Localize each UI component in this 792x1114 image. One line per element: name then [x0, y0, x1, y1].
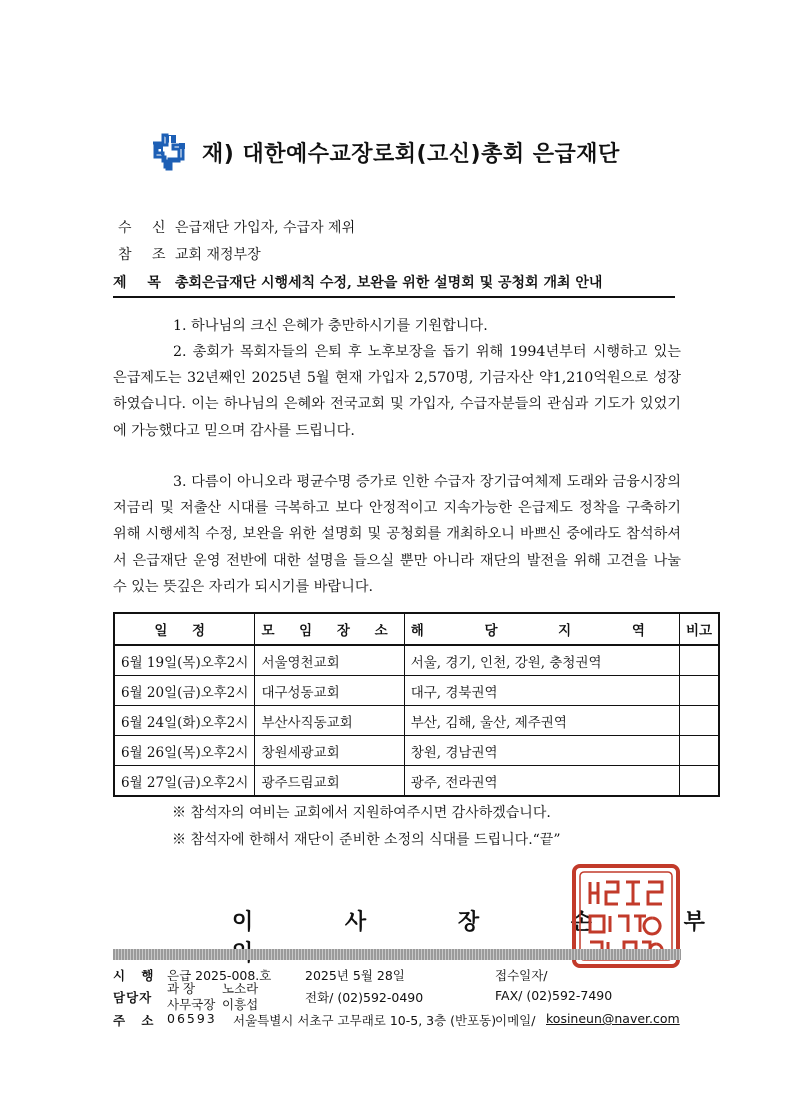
- manager-title-2: 사무국장: [167, 997, 216, 1012]
- row-region: 창원, 경남권역: [404, 736, 679, 766]
- row-note: [679, 766, 719, 797]
- reference-label: 참 조: [118, 247, 174, 263]
- fax: FAX/ (02)592-7490: [495, 988, 613, 1003]
- email-label: 이메일/: [495, 1013, 536, 1028]
- doc-number: 은급 2025-008.호: [167, 968, 272, 983]
- paragraph-2: 2. 총회가 목회자들의 은퇴 후 노후보장을 돕기 위해 1994년부터 시행하고 있는 은급제도는 32년째인 2025년 5월 현재 가입자 2,570명, 기금자산 약1,210억원으로 성장하였습니다. 이는 하나님의 은혜와 전국교회 및 가입자, 수급자분들의 관심과 기도가 있었기에 가능했다고 믿으며 감사를 드립니다.: [113, 344, 681, 439]
- row-region: 부산, 김해, 울산, 제주권역: [404, 706, 679, 736]
- subject-divider: [113, 296, 675, 298]
- row-venue: 광주드림교회: [255, 766, 404, 797]
- manager-label: 담당자: [113, 990, 153, 1005]
- row-venue: 창원세광교회: [255, 736, 404, 766]
- email-link[interactable]: kosineun@naver.com: [546, 1011, 680, 1026]
- org-title: 재) 대한예수교장로회(고신)총회 은급재단: [202, 141, 620, 167]
- row-note: [679, 706, 719, 736]
- recipient-row: [118, 217, 355, 237]
- postal-code: 06593: [167, 1011, 217, 1026]
- header-venue: 모 임 장 소: [255, 613, 404, 645]
- recipient-label: 수 신: [118, 220, 174, 236]
- row-note: [679, 676, 719, 706]
- row-date: 6월 19일(목)오후2시: [114, 645, 255, 676]
- cross-logo-icon: [150, 132, 190, 172]
- table-row: [114, 706, 719, 736]
- header-date: 일 정: [114, 613, 255, 645]
- footer-divider: [113, 949, 681, 960]
- subject-row: [113, 272, 602, 292]
- ceo-signature: 이 사 장 손 부: [232, 910, 747, 935]
- row-date: 6월 20일(금)오후2시: [114, 676, 255, 706]
- table-row: [114, 645, 719, 676]
- recipient-value: 은급재단 가입자, 수급자 제위: [175, 220, 356, 236]
- row-region: 광주, 전라권역: [404, 766, 679, 797]
- paragraph-3: 3. 다름이 아니오라 평균수명 증가로 인한 수급자 장기급여체제 도래와 금융시장의 저금리 및 저출산 시대를 극복하고 보다 안정적이고 지속가능한 은급제도 정착을 구축하기 위해 시행세칙 수정, 보완을 위한 설명회 및 공청회를 개최하오니 바쁘신 중에라도 참석하셔서 은급재단 운영 전반에 대한 설명을 들으실 뿐만 아니라 재단의 발전을 위해 고견을 나눌 수 있는 뜻깊은 자리가 되시기를 바랍니다.: [113, 474, 681, 595]
- table-row: [114, 676, 719, 706]
- received-date: 접수일자/: [495, 968, 548, 983]
- reference-value: 교회 재정부장: [175, 247, 261, 263]
- row-note: [679, 736, 719, 766]
- address-label: 주 소: [113, 1013, 160, 1028]
- manager-title-1: 과 장: [167, 981, 196, 996]
- subject-label: 제 목: [113, 275, 169, 291]
- row-venue: 부산사직동교회: [255, 706, 404, 736]
- schedule-header-row: [114, 613, 719, 645]
- header-note: 비고: [679, 613, 719, 645]
- row-date: 6월 26일(목)오후2시: [114, 736, 255, 766]
- table-row: [114, 766, 719, 797]
- schedule-table: [113, 612, 720, 797]
- row-date: 6월 24일(화)오후2시: [114, 706, 255, 736]
- header-region: 해 당 지 역: [404, 613, 679, 645]
- address: 서울특별시 서초구 고무래로 10-5, 3층 (반포동): [233, 1013, 497, 1028]
- manager-name-1: 노소라: [222, 981, 259, 996]
- row-region: 서울, 경기, 인천, 강원, 충청권역: [404, 645, 679, 676]
- row-venue: 서울영천교회: [255, 645, 404, 676]
- paragraph-1: 1. 하나님의 크신 은혜가 충만하시기를 기원합니다.: [173, 318, 488, 334]
- issue-date: 2025년 5월 28일: [305, 968, 405, 983]
- row-date: 6월 27일(금)오후2시: [114, 766, 255, 797]
- reference-row: [118, 244, 261, 264]
- note-meal: ※ 참석자에 한해서 재단이 준비한 소정의 식대를 드립니다.“끝”: [172, 832, 561, 848]
- row-note: [679, 645, 719, 676]
- table-row: [114, 736, 719, 766]
- manager-name-2: 이흥섭: [222, 997, 259, 1012]
- phone: 전화/ (02)592-0490: [305, 990, 424, 1005]
- row-region: 대구, 경북권역: [404, 676, 679, 706]
- note-travel: ※ 참석자의 여비는 교회에서 지원하여주시면 감사하겠습니다.: [172, 805, 551, 821]
- subject-value: 총회은급재단 시행세칙 수정, 보완을 위한 설명회 및 공청회 개최 안내: [175, 275, 603, 291]
- issue-label: 시 행: [113, 968, 160, 983]
- row-venue: 대구성동교회: [255, 676, 404, 706]
- letterhead: [150, 132, 620, 172]
